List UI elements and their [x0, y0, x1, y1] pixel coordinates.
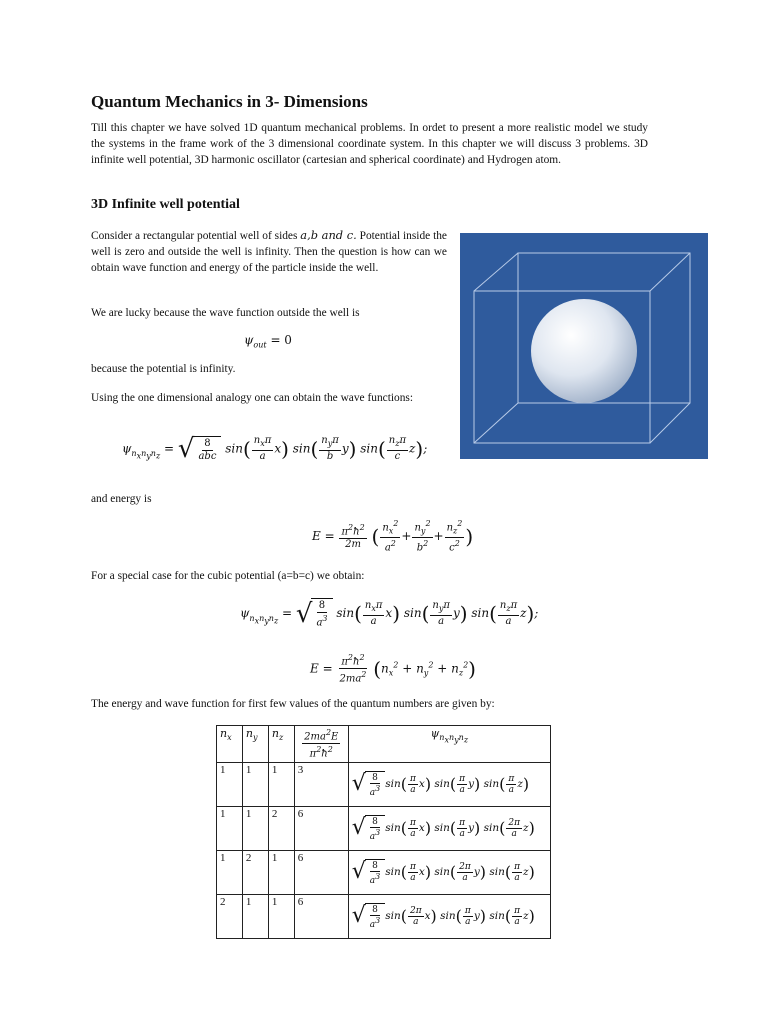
energy-general-equation: E = $\frac{\pi^2ħ^2}{2m}$ ( $\frac{n_x^2}{a^2}$ + $\frac{n_y^2}{b^2}$ + $\frac{n_z^2}{c^2}$ ): [312, 519, 474, 554]
cell-ny: 1: [242, 762, 268, 806]
table-intro-paragraph: The energy and wave function for first few values of the quantum numbers are given by:: [91, 698, 495, 710]
cell-nz: 1: [268, 762, 294, 806]
cell-nx: 1: [217, 762, 243, 806]
cell-nx: 1: [217, 850, 243, 894]
header-nz: $n_z$: [268, 726, 294, 763]
page-title: Quantum Mechanics in 3- Dimensions: [91, 92, 368, 111]
table-row: [217, 762, 551, 806]
cell-ny: 1: [242, 806, 268, 850]
header-psi: $\psi_{n_xn_yn_z}$: [348, 726, 550, 763]
psi-cubic-equation: $\psi_{n_xn_yn_z}$ = √ $\frac{8}{a^3}$ sin( $\frac{n_x\pi}{a}$ x) sin( $\frac{n_y\pi}{a}$ y) sin( $\frac{n_z\pi}{a}$ z);: [240, 598, 539, 629]
cell-e: 6: [294, 850, 348, 894]
cell-nx: 2: [217, 894, 243, 938]
quantum-numbers-table: [216, 725, 551, 939]
table-row: [217, 806, 551, 850]
sides-math: a,b and c.: [300, 228, 357, 242]
cell-ny: 2: [242, 850, 268, 894]
energy-cubic-equation: E = $\frac{\pi^2ħ^2}{2ma^2}$ $(n_x^2 + n_y^2 + n_z^2)$: [310, 653, 476, 685]
cell-nx: 1: [217, 806, 243, 850]
para1-text-a: Consider a rectangular potential well of sides: [91, 230, 301, 242]
header-nx: $n_x$: [217, 726, 243, 763]
para1-text-b: Potential inside the well is zero and outside the well is infinity. Then the question is how can we obtain wave function and energy of the particle inside the well.: [91, 230, 447, 274]
cell-nz: 2: [268, 806, 294, 850]
cell-nz: 1: [268, 894, 294, 938]
header-ny: $n_y$: [242, 726, 268, 763]
cell-psi: √ $\frac{8}{a^3}$ sin( $\frac{2\pi}{a}$ x) sin( $\frac{\pi}{a}$ y) sin( $\frac{\pi}{a}$ z): [348, 894, 550, 938]
psi-general-equation: $\psi_{n_xn_yn_z}$ = √ $\frac{8}{\text{abc}}$ sin( $\frac{n_x\pi}{a}$ x) sin( $\frac{n_y\pi}{b}$ y) sin( $\frac{n_z\pi}{c}$ z);: [122, 434, 428, 464]
cell-nz: 1: [268, 850, 294, 894]
potential-infinity-paragraph: because the potential is infinity.: [91, 363, 236, 375]
cubic-case-paragraph: For a special case for the cubic potential (a=b=c) we obtain:: [91, 570, 365, 582]
header-energy: $\frac{2ma^2E}{\pi^2ħ^2}$: [294, 726, 348, 763]
cell-psi: √ $\frac{8}{a^3}$ sin( $\frac{\pi}{a}$ x) sin( $\frac{2\pi}{a}$ y) sin( $\frac{\pi}{a}$ z): [348, 850, 550, 894]
energy-intro-paragraph: and energy is: [91, 493, 152, 505]
well-description-paragraph: [91, 227, 447, 276]
sphere-box-illustration: [460, 233, 708, 459]
lucky-paragraph: We are lucky because the wave function outside the well is: [91, 307, 360, 319]
table-header-row: [217, 726, 551, 763]
sphere: [531, 299, 637, 403]
sphere-in-box-figure: [460, 233, 708, 459]
cell-ny: 1: [242, 894, 268, 938]
psi-out-equation: $\psi_{out} = 0$: [244, 333, 292, 350]
section-heading: 3D Infinite well potential: [91, 197, 240, 212]
cell-e: 6: [294, 806, 348, 850]
table-row: [217, 850, 551, 894]
cell-e: 3: [294, 762, 348, 806]
table-row: [217, 894, 551, 938]
analogy-paragraph: Using the one dimensional analogy one can obtain the wave functions:: [91, 392, 414, 404]
cell-psi: √ $\frac{8}{a^3}$ sin( $\frac{\pi}{a}$ x) sin( $\frac{\pi}{a}$ y) sin( $\frac{\pi}{a}$ z): [348, 762, 550, 806]
cell-psi: √ $\frac{8}{a^3}$ sin( $\frac{\pi}{a}$ x) sin( $\frac{\pi}{a}$ y) sin( $\frac{2\pi}{a}$ z): [348, 806, 550, 850]
cell-e: 6: [294, 894, 348, 938]
intro-paragraph: Till this chapter we have solved 1D quantum mechanical problems. In ordet to present a more realistic model we study the systems in the frame work of the 3 dimensional coordinate system. In this chapter we will discuss 3 problems. 3D infinite well potential, 3D harmonic oscillator (cartesian and spherical coordinate) and Hydrogen atom.: [91, 122, 648, 166]
